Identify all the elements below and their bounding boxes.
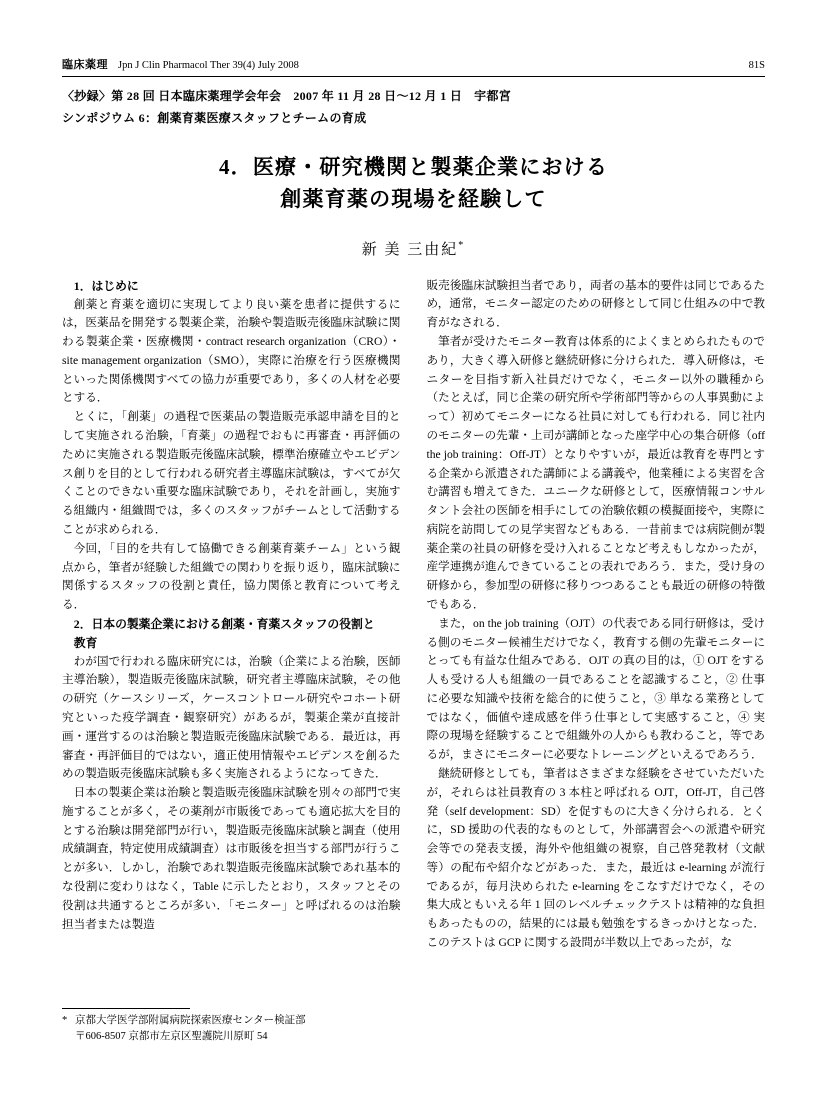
body-columns [62,277,765,953]
journal-title-en: Jpn J Clin Pharmacol Ther 39(4) July 2008 [118,60,299,71]
paragraph: 今回，「目的を共有して協働できる創薬育薬チーム」という観点から，筆者が経験した組織での関わりを振り返り，臨床試験に関係するスタッフの役割と責任，協力関係と教育について考える． [62,541,401,612]
footnote-affiliation [62,1013,401,1029]
footnote [62,1008,401,1046]
author-block [62,238,765,259]
right-column [427,277,766,953]
author-affiliation-mark: * [458,239,466,251]
paragraph: とくに，「創薬」の過程で医薬品の製造販売承認申請を目的として実施される治験，「育薬」の過程でおもに再審査・再評価のために実施される製造販売後臨床試験，標準治療確立やエビデンス創りを目的として行われる研究者主導臨床試験は，すべてが欠くことのできない重要な臨床試験であり，それを計画し，実施する組織内・組織間では，多くのスタッフがチームとして活動することが求められる． [62,410,401,536]
meeting-title: 〈抄録〉第 28 回 日本臨床薬理学会年会 [62,89,282,103]
article-title [62,151,765,216]
journal-title-jp: 臨床薬理 [62,59,108,71]
footnote-address: 〒606-8507 京都市左京区聖護院川原町 54 [75,1031,268,1043]
paragraph: 筆者が受けたモニター教育は体系的によくまとめられたものであり，大きく導入研修と継続研修に分けられた．導入研修は，モニターを目指す新入社員だけでなく，モニター以外の職種から（たとえば，同じ企業の研究所や学術部門等からの人事異動によって）初めてモニターになる社員に対しても行われる．同じ社内のモニターの先輩・上司が講師となった座学中心の集合研修（off the job training：Off-JT）となりやすいが，最近は教育を専門とする企業から派遣された講師による講義や，他業種による実習を含む講習も増えてきた．ユニークな研修として，医療情報コンサルタント会社の医師を相手にしての治験依頼の模擬面接や，実際に病院を訪問しての見学実習などもある．一昔前までは病院側が製薬企業の社員の研修を受け入れることなど考えもしなかったが，産学連携が進んできていることの表れであろう．また，受け身の研修から，参加型の研修に移りつつあることも最近の研修の特徴でもある． [426,335,765,611]
paragraph: 継続研修としても，筆者はさまざまな経験をさせていただいたが，それらは社員教育の 3 本柱と呼ばれる OJT，Off-JT，自己啓発（self development：SD）を促すものに大きく分けられる．とくに，SD 援助の代表的なものとして，外部講習会への派遣や研究会等での発表支援，海外や他組織の視察，自己啓発教材（文献等）の配布や紹介などがあった．また，最近は e-learning が流行であるが，毎月決められた e-learning をこなすだけでなく，その集大成ともいえる年 1 回のレベルチェックテストは精神的な負担もあったものの，結果的には最も勉強をするきっかけとなった．このテストは GCP に関する設問が半数以上であったが，な [426,767,765,950]
meeting-dates: 2007 年 11 月 28 日〜12 月 1 日 [293,89,463,103]
paragraph: 創薬と育薬を適切に実現してより良い薬を患者に提供するには，医薬品を開発する製薬企業，治験や製造販売後臨床試験に関わる製薬企業・医療機関・contract research organization（CRO）・site management organization（SMO），実際に治療を行う医療機関といった関係機関すべての協力が重要であり，多くの人材を必要とする． [62,297,401,405]
paragraph: また，on the job training（OJT）の代表である同行研修は，受ける側のモニター候補生だけでなく，教育する側の先軰モニターにとっても有益な仕組みである．OJT の真の目的は，① OJT をする人も受ける人も組織の一員であることを認識すること，② 仕事に必要な知識や技術を総合的に使うこと，③ 単なる業務としてではなく，価値や達成感を伴う仕事として実感すること，④ 実際の現場を経験することで組織外の人からも教わること，等であるが，まさにモニターに必要なトレーニングといえるであろう． [426,616,765,762]
left-column [62,277,401,953]
header-rule [62,76,765,77]
paragraph: 販売後臨床試験担当者であり，両者の基本的要件は同じであるため，通常，モニター認定のための研修として同じ仕組みの中で教育がなされる． [426,278,765,330]
footnote-affiliation-text: 京都大学医学部附属病院探索医療センター検証部 [75,1015,306,1026]
section-heading-2-line-1: 2．日本の製薬企業における創薬・育薬スタッフの役割と [73,616,375,631]
paragraph: わが国で行われる臨床研究には，治験（企業による治験，医師主導治験），製造販売後臨床試験，研究者主導臨床試験，その他の研究（ケースシリーズ，ケースコントロール研究やコホート研究といった疫学調査・観察研究）があるが，製薬企業が直接計画・運営するのは治験と製造販売後臨床試験である．最近は，再審査・再評価目的ではない，適正使用情報やエビデンスを創るための製造販売後臨床試験も多く実施されるようになってきた． [62,654,401,781]
page-number: 81S [748,60,765,71]
section-heading-1: 1．はじめに [73,278,139,293]
section-heading-2-line-2: 教育 [73,635,98,650]
running-head [62,56,765,72]
footnote-mark: * [62,1015,68,1026]
title-line-1: 4．医療・研究機関と製薬企業における [218,154,609,179]
meeting-line-2: シンポジウム 6：創薬育薬医療スタッフとチームの育成 [62,110,367,125]
meeting-venue: 宇都宮 [474,89,512,103]
title-line-2: 創薬育薬の現場を経験して [280,187,547,212]
footnote-rule [62,1008,190,1009]
meeting-line-1 [62,87,765,107]
author-name: 新 美 三由紀 [361,241,459,258]
paragraph: 日本の製薬企業は治験と製造販売後臨床試験を別々の部門で実施することが多く，その薬剤が市販後であっても適応拡大を目的とする治験は開発部門が行い，製造販売後臨床試験と調査（使用成績調査，特定使用成績調査）は市販後を担当する部門が行うことが多い．しかし，治験であれ製造販売後臨床試験であれ基本的な役割に変わりはなく，Table に示したとおり，スタッフとその役割は共通するところが多い．「モニター」と呼ばれるのは治験担当者または製造 [62,786,401,931]
